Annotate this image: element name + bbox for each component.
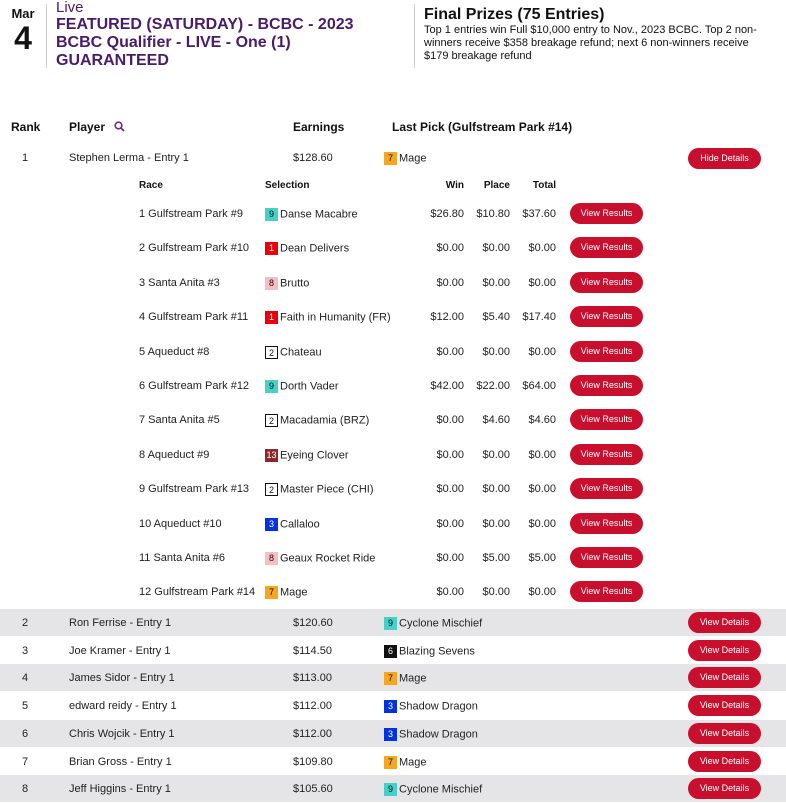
race-name: 5 Aqueduct #8	[139, 345, 210, 358]
view-details-button[interactable]: View Details	[688, 723, 761, 744]
col-place: Place	[483, 180, 510, 191]
player-name: James Sidor - Entry 1	[69, 672, 175, 685]
rank: 4	[22, 672, 29, 685]
race-row	[0, 373, 786, 399]
horse-name: Mage	[280, 586, 308, 599]
selection	[265, 380, 339, 393]
total-amount: $0.00	[528, 276, 556, 289]
post-number-badge: 13	[266, 449, 277, 460]
contest-title: FEATURED (SATURDAY) - BCBC - 2023 BCBC Qualifier - LIVE - One (1) GUARANTEED	[56, 16, 354, 69]
race-row	[0, 235, 786, 261]
horse-name: Macadamia (BRZ)	[280, 414, 370, 427]
race-name: 12 Gulfstream Park #14	[139, 586, 256, 599]
race-row	[0, 511, 786, 537]
last-pick	[384, 728, 478, 741]
race-name: 10 Aqueduct #10	[139, 517, 222, 530]
place-amount: $5.00	[482, 552, 510, 564]
post-number-badge: 3	[265, 518, 278, 531]
view-results-button[interactable]: View Results	[570, 478, 643, 499]
post-number-badge: 9	[384, 617, 397, 630]
win-amount: $0.00	[436, 276, 464, 289]
prizes-title: Final Prizes (75 Entries)	[424, 6, 605, 23]
col-player[interactable]	[69, 120, 125, 135]
last-pick	[384, 783, 482, 796]
win-amount: $0.00	[436, 586, 464, 599]
earnings: $105.60	[293, 783, 333, 796]
col-win: Win	[445, 180, 464, 191]
player-name: edward reidy - Entry 1	[69, 700, 177, 713]
win-amount: $0.00	[436, 483, 464, 496]
earnings: $112.00	[293, 700, 332, 713]
prizes-description: Top 1 entries win Full $10,000 entry to Nov., 2023 BCBC. Top 2 non-winners receive $358 breakage refund; next 6 non-winners receive $179 breakage refund	[424, 24, 757, 62]
search-icon[interactable]	[114, 121, 125, 135]
earnings: $113.00	[293, 672, 332, 685]
view-results-button[interactable]: View Results	[570, 409, 643, 430]
race-name: 7 Santa Anita #5	[139, 414, 220, 427]
horse-name: Cyclone Mischief	[399, 617, 483, 630]
race-name: 9 Gulfstream Park #13	[139, 483, 250, 496]
view-results-button[interactable]: View Results	[570, 272, 643, 293]
horse-name: Dean Delivers	[280, 242, 350, 255]
post-number-badge: 7	[384, 152, 397, 165]
post-number-badge: 8	[265, 277, 278, 290]
view-results-button[interactable]: View Results	[570, 513, 643, 534]
view-results-button[interactable]: View Results	[570, 581, 643, 602]
post-number-badge: 6	[384, 645, 397, 658]
horse-name: Geaux Rocket Ride	[280, 552, 376, 565]
post-number-badge: 2	[265, 346, 278, 359]
player-name: Jeff Higgins - Entry 1	[69, 783, 171, 796]
earnings: $114.50	[293, 644, 332, 657]
last-pick	[384, 700, 478, 713]
event-month: Mar	[11, 6, 35, 21]
horse-name: Mage	[399, 755, 427, 768]
win-amount: $42.00	[430, 380, 464, 392]
selection	[265, 518, 320, 531]
win-amount: $26.80	[430, 208, 464, 220]
total-amount: $64.00	[522, 380, 556, 392]
divider	[46, 4, 47, 68]
hide-details-button[interactable]: Hide Details	[688, 148, 761, 169]
view-results-button[interactable]: View Results	[570, 341, 643, 362]
post-number-badge: 2	[265, 483, 278, 496]
win-amount: $0.00	[436, 448, 464, 461]
post-number-badge: 3	[384, 700, 397, 713]
horse-name: Danse Macabre	[280, 208, 358, 221]
race-row	[0, 579, 786, 605]
horse-name: Faith in Humanity (FR)	[280, 311, 391, 324]
total-amount: $0.00	[528, 517, 556, 530]
total-amount: $37.60	[522, 208, 556, 220]
horse-name: Shadow Dragon	[399, 700, 478, 713]
title-block	[56, 0, 396, 70]
post-number-badge: 9	[265, 380, 278, 393]
post-number-badge: 2	[265, 414, 278, 427]
selection	[265, 311, 391, 324]
total-amount: $4.60	[528, 414, 556, 427]
divider	[414, 4, 415, 68]
last-pick	[384, 617, 482, 630]
view-results-button[interactable]: View Results	[570, 203, 643, 224]
view-details-button[interactable]: View Details	[688, 751, 761, 772]
col-race: Race	[139, 180, 163, 191]
player-name: Stephen Lerma - Entry 1	[69, 152, 189, 164]
earnings: $109.80	[293, 755, 333, 768]
place-amount: $0.00	[482, 345, 510, 358]
table-row	[0, 609, 786, 636]
selection	[265, 483, 374, 496]
post-number-badge: 7	[384, 756, 397, 769]
col-last-pick: Last Pick (Gulfstream Park #14)	[392, 120, 573, 134]
selection	[265, 449, 348, 462]
horse-name: Cyclone Mischief	[399, 783, 483, 796]
status-label: Live	[56, 0, 84, 16]
view-details-button[interactable]: View Details	[688, 695, 761, 716]
player-name: Chris Wojcik - Entry 1	[69, 727, 175, 740]
player-name: Ron Ferrise - Entry 1	[69, 617, 172, 629]
table-row	[0, 146, 786, 172]
race-name: 8 Aqueduct #9	[139, 448, 210, 461]
horse-name: Master Piece (CHI)	[280, 483, 374, 496]
total-amount: $0.00	[528, 448, 556, 461]
view-results-button[interactable]: View Results	[570, 375, 643, 396]
place-amount: $4.60	[482, 414, 510, 427]
total-amount: $0.00	[528, 345, 556, 358]
horse-name: Blazing Sevens	[399, 645, 475, 658]
total-amount: $5.00	[528, 552, 556, 564]
table-row	[0, 775, 786, 802]
col-player-label: Player	[69, 120, 106, 134]
earnings: $128.60	[293, 152, 333, 164]
race-row	[0, 545, 786, 571]
place-amount: $10.80	[476, 208, 510, 220]
last-pick	[384, 645, 475, 658]
selection	[265, 346, 322, 359]
table-row	[0, 692, 786, 719]
total-amount: $0.00	[528, 586, 556, 599]
total-amount: $17.40	[522, 311, 556, 324]
race-name: 1 Gulfstream Park #9	[139, 208, 243, 220]
rank: 5	[22, 700, 29, 713]
race-row	[0, 476, 786, 502]
horse-name: Mage	[399, 152, 427, 165]
win-amount: $0.00	[436, 242, 464, 255]
rank: 6	[22, 727, 29, 740]
horse-name: Dorth Vader	[280, 380, 339, 393]
rank: 3	[22, 644, 29, 657]
selection	[265, 552, 375, 565]
view-details-button[interactable]: View Details	[688, 640, 761, 661]
place-amount: $0.00	[482, 483, 510, 496]
selection	[265, 586, 308, 599]
total-amount: $0.00	[528, 242, 556, 255]
view-results-button[interactable]: View Results	[570, 237, 643, 258]
place-amount: $0.00	[482, 448, 510, 461]
selection	[265, 277, 309, 290]
post-number-badge: 7	[384, 672, 397, 685]
rank: 2	[22, 617, 29, 629]
prizes-block	[424, 6, 774, 63]
win-amount: $12.00	[430, 311, 464, 324]
horse-name: Shadow Dragon	[399, 728, 478, 741]
table-row	[0, 637, 786, 664]
table-row	[0, 748, 786, 775]
event-header	[0, 0, 786, 72]
place-amount: $0.00	[482, 586, 510, 599]
win-amount: $0.00	[436, 517, 464, 530]
selection	[265, 414, 369, 427]
col-total: Total	[532, 180, 556, 191]
horse-name: Callaloo	[280, 518, 320, 530]
horse-name: Mage	[399, 672, 427, 685]
total-amount: $0.00	[528, 483, 556, 496]
player-name: Joe Kramer - Entry 1	[69, 644, 171, 657]
earnings: $120.60	[293, 617, 333, 629]
post-number-badge: 1	[265, 311, 278, 324]
race-row	[0, 407, 786, 433]
place-amount: $0.00	[482, 276, 510, 289]
horse-name: Eyeing Clover	[280, 449, 349, 462]
win-amount: $0.00	[436, 345, 464, 358]
race-name: 2 Gulfstream Park #10	[139, 242, 250, 255]
table-row	[0, 720, 786, 747]
col-earnings: Earnings	[293, 120, 345, 134]
place-amount: $22.00	[476, 380, 510, 392]
race-row	[0, 270, 786, 296]
view-details-button[interactable]: View Details	[688, 667, 761, 688]
horse-name: Brutto	[280, 277, 310, 290]
event-day: 4	[14, 20, 32, 56]
race-name: 11 Santa Anita #6	[139, 552, 226, 564]
event-date	[0, 6, 46, 55]
last-pick	[384, 152, 427, 165]
rank: 7	[22, 755, 29, 768]
post-number-badge: 1	[265, 242, 278, 255]
selection	[265, 208, 358, 221]
view-results-button[interactable]: View Results	[570, 444, 643, 465]
col-rank: Rank	[11, 120, 41, 134]
rank: 1	[22, 152, 29, 164]
race-name: 3 Santa Anita #3	[139, 276, 220, 289]
place-amount: $5.40	[482, 311, 510, 324]
race-row	[0, 442, 786, 468]
win-amount: $0.00	[436, 414, 464, 427]
rank: 8	[22, 783, 29, 796]
place-amount: $0.00	[482, 242, 510, 255]
post-number-badge: 9	[384, 783, 397, 796]
col-selection: Selection	[265, 180, 310, 191]
place-amount: $0.00	[482, 517, 510, 530]
win-amount: $0.00	[436, 552, 464, 564]
race-name: 4 Gulfstream Park #11	[139, 311, 249, 324]
last-pick	[384, 756, 427, 769]
view-results-button[interactable]: View Results	[570, 306, 643, 327]
post-number-badge: 3	[384, 728, 397, 741]
view-results-button[interactable]: View Results	[570, 547, 643, 568]
horse-name: Chateau	[280, 346, 322, 358]
post-number-badge: 7	[265, 586, 278, 599]
view-details-button[interactable]: View Details	[688, 612, 761, 633]
post-number-badge: 9	[265, 208, 278, 221]
race-row	[0, 201, 786, 227]
earnings: $112.00	[293, 727, 332, 740]
race-row	[0, 304, 786, 330]
race-row	[0, 339, 786, 365]
player-name: Brian Gross - Entry 1	[69, 755, 172, 768]
table-row	[0, 664, 786, 691]
post-number-badge: 8	[265, 552, 278, 565]
view-details-button[interactable]: View Details	[688, 778, 761, 799]
last-pick	[384, 672, 427, 685]
selection	[265, 242, 349, 255]
race-name: 6 Gulfstream Park #12	[139, 380, 250, 392]
